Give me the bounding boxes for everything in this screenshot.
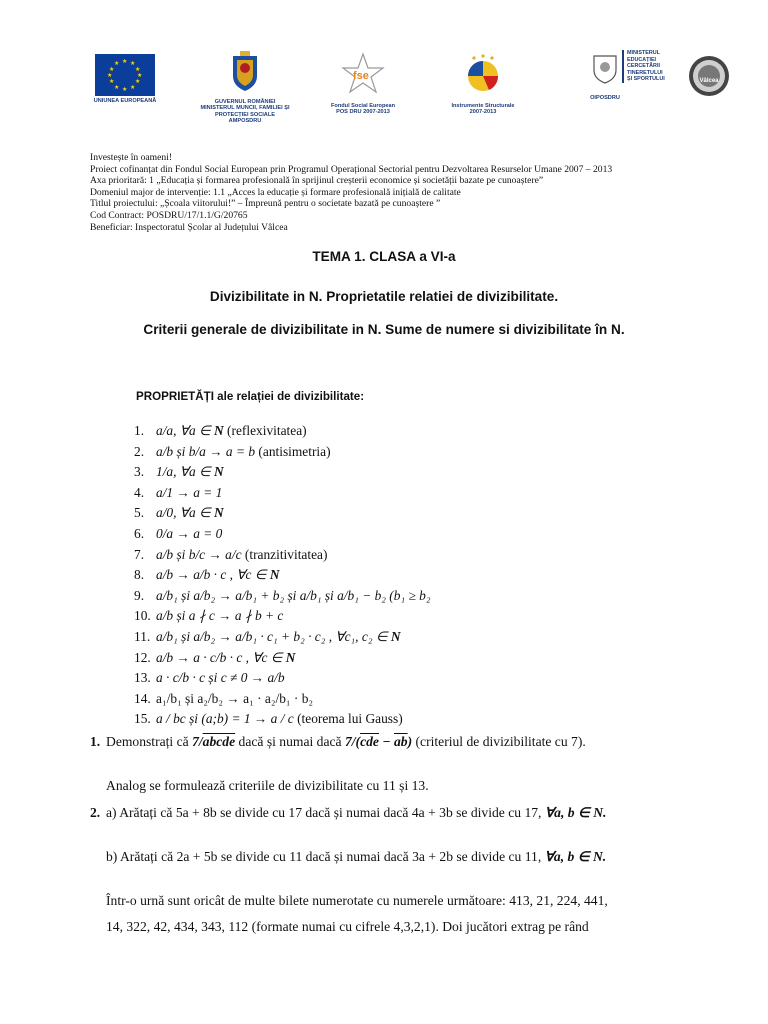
list-item bbox=[134, 443, 694, 464]
property-name: (tranzitivitatea) bbox=[241, 546, 328, 562]
eu-logo bbox=[90, 54, 160, 104]
header-line: Domeniul major de intervenție: 1.1 „Acces la educație și formare profesională inițială de calitate bbox=[90, 186, 461, 198]
set-symbol: N bbox=[214, 423, 224, 438]
valcea-logo bbox=[684, 54, 734, 84]
list-item bbox=[134, 566, 694, 587]
gov-logo bbox=[195, 50, 295, 125]
fse-logo-icon bbox=[341, 52, 385, 96]
formula: ) bbox=[407, 734, 413, 749]
formula: a · c/b · c și c ≠ 0 → a/b bbox=[156, 670, 285, 686]
project-header bbox=[90, 152, 710, 233]
overlined-number: $\overline{cde}$ bbox=[360, 734, 379, 749]
fse-caption: Fondul Social European POS DRU 2007-2013 bbox=[330, 103, 396, 116]
list-item bbox=[134, 546, 694, 567]
problem-number: 2. bbox=[90, 805, 101, 820]
ministry-caption: MINISTERUL EDUCAȚIEI CERCETĂRII TINERETULUI ȘI SPORTULUI bbox=[627, 50, 665, 83]
problem-text: b) Arătați că 2a + 5b se divide cu 11 dacă și numai dacă 3a + 2b se divide cu 11, bbox=[106, 849, 545, 864]
formula: a₁/b₁ și a₂/b₂ → a₁ · a₂/b₁ · b₂ bbox=[156, 690, 314, 706]
list-item bbox=[134, 628, 694, 649]
valcea-caption: Vâlcea bbox=[699, 78, 719, 84]
list-item bbox=[134, 690, 694, 711]
list-item bbox=[134, 710, 694, 731]
formula: a/1 → a = 1 bbox=[156, 484, 223, 500]
formula: a / bc și (a;b) = 1 → a / c bbox=[156, 711, 294, 727]
list-item bbox=[134, 463, 694, 484]
svg-text:fse: fse bbox=[353, 70, 369, 82]
eu-flag-icon: ★ ★ ★ ★ ★ ★ ★ ★ ★ ★ ★ ★ bbox=[95, 54, 155, 96]
valcea-school-logo-icon bbox=[687, 54, 731, 98]
formula: 7/ bbox=[192, 734, 203, 749]
problem-2b bbox=[106, 848, 736, 866]
formula: a/a, ∀a ∈ bbox=[156, 423, 215, 438]
formula: a/0, ∀a ∈ bbox=[156, 505, 215, 521]
analog-note: Analog se formulează criteriile de divizibilitate cu 11 și 13. bbox=[106, 778, 429, 793]
formula: 7/( bbox=[344, 734, 361, 749]
formula: a/b₁ și a/b₂ → a/b₁ + b₂ și a/b₁ și a/b₁ − b₂ (b₁ ≥ b₂ bbox=[156, 587, 431, 603]
problem-number: 1. bbox=[90, 734, 101, 749]
list-item bbox=[134, 525, 694, 546]
set-symbol: N bbox=[269, 567, 280, 583]
formula: a/b și a ∤ c → a ∤ b + c bbox=[156, 608, 284, 624]
problem-text: dacă și numai dacă bbox=[235, 734, 345, 749]
instrumente-structurale-icon bbox=[459, 52, 507, 96]
property-name: (antisimetria) bbox=[255, 443, 331, 459]
formula: 0/a → a = 0 bbox=[156, 525, 223, 541]
problem-2a bbox=[90, 804, 720, 822]
set-symbol: N bbox=[390, 628, 401, 644]
item-number: 12. bbox=[134, 649, 151, 665]
fse-logo bbox=[318, 52, 408, 116]
item-number: 8. bbox=[134, 567, 145, 583]
subtitle-criteria: Criterii generale de divizibilitate in N. Sume de numere si divizibilitate în N. bbox=[143, 322, 625, 337]
header-line: Titlul proiectului: „Școala viitorului!” – Împreună pentru o societate bazată pe cunoaștere ” bbox=[90, 198, 441, 210]
list-item bbox=[134, 504, 694, 525]
header-line: Proiect cofinanțat din Fondul Social European prin Programul Operațional Sectorial pentru Dezvoltarea Resurselor Umane 2007 – 2013 bbox=[90, 163, 613, 175]
overlined-number: $\overline{ab}$ bbox=[394, 734, 408, 749]
list-item bbox=[134, 587, 694, 608]
item-number: 7. bbox=[134, 546, 145, 562]
is-logo bbox=[438, 52, 528, 116]
romania-coat-of-arms-icon bbox=[230, 50, 260, 92]
formula: a/b și b/c → a/c bbox=[156, 546, 242, 562]
item-number: 6. bbox=[134, 525, 145, 541]
item-number: 15. bbox=[134, 711, 151, 727]
list-item bbox=[134, 607, 694, 628]
formula: a/b și b/a → a = b bbox=[156, 443, 256, 459]
formula: − bbox=[378, 734, 394, 749]
urn-text-line-2: 14, 322, 42, 434, 343, 112 (formate numai cu cifrele 4,3,2,1). Doi jucători extrag pe rând bbox=[106, 919, 589, 934]
item-number: 1. bbox=[134, 423, 145, 438]
logo-strip bbox=[0, 44, 768, 134]
set-symbol: N bbox=[214, 505, 224, 521]
property-name: (teorema lui Gauss) bbox=[293, 711, 403, 727]
problem-text: Demonstrați că bbox=[106, 734, 193, 749]
problem-1 bbox=[90, 733, 720, 751]
set-symbol: N bbox=[214, 464, 224, 480]
formula: a/b → a/b · c , ∀c ∈ bbox=[156, 567, 270, 583]
item-number: 9. bbox=[134, 587, 145, 603]
formula: a/b → a · c/b · c , ∀c ∈ bbox=[156, 649, 286, 665]
properties-list bbox=[134, 422, 694, 731]
formula: a/b₁ și a/b₂ → a/b₁ · c₁ + b₂ · c₂ , ∀c₁, c₂ ∈ bbox=[156, 628, 391, 644]
gov-caption: GUVERNUL ROMÂNIEI MINISTERUL MUNCII, FAMILIEI ȘI PROTECȚIEI SOCIALE AMPOSDRU bbox=[200, 99, 290, 125]
property-name: (reflexivitatea) bbox=[223, 423, 307, 438]
list-item bbox=[134, 649, 694, 670]
item-number: 11. bbox=[134, 628, 151, 644]
item-number: 14. bbox=[134, 690, 151, 706]
item-number: 3. bbox=[134, 464, 145, 480]
item-number: 13. bbox=[134, 670, 151, 686]
ministry-education-logo-icon bbox=[622, 50, 684, 83]
list-item bbox=[134, 484, 694, 505]
item-number: 2. bbox=[134, 443, 145, 459]
oiposdru-caption: OIPOSDRU bbox=[590, 95, 620, 101]
problem-text: a) Arătați că 5a + 8b se divide cu 17 dacă și numai dacă 4a + 3b se divide cu 17, bbox=[106, 805, 545, 820]
page-title: TEMA 1. CLASA a VI-a bbox=[312, 249, 456, 264]
formula: ∀a, b ∈ N. bbox=[544, 849, 607, 864]
formula: 1/a, ∀a ∈ bbox=[156, 464, 215, 480]
header-line: Beneficiar: Inspectoratul Școlar al Județului Vâlcea bbox=[90, 221, 288, 233]
eu-caption: UNIUNEA EUROPEANĂ bbox=[93, 98, 157, 104]
list-item bbox=[134, 669, 694, 690]
overlined-number: abcde bbox=[202, 734, 236, 749]
list-item bbox=[134, 422, 694, 443]
ministry-logo bbox=[622, 50, 684, 83]
header-line: Cod Contract: POSDRU/17/1.1/G/20765 bbox=[90, 209, 248, 221]
item-number: 5. bbox=[134, 505, 145, 521]
set-symbol: N bbox=[285, 649, 296, 665]
urn-text-line-1: Într-o urnă sunt oricât de multe bilete numerotate cu numerele următoare: 413, 21, 224, 441, bbox=[106, 893, 608, 908]
item-number: 10. bbox=[134, 608, 151, 624]
header-line: Investește în oameni! bbox=[90, 152, 173, 163]
item-number: 4. bbox=[134, 484, 145, 500]
oiposdru-logo-icon bbox=[592, 54, 618, 84]
problem-text: (criteriul de divizibilitate cu 7). bbox=[412, 734, 586, 749]
section-heading: PROPRIETĂȚI ale relației de divizibilitate: bbox=[136, 390, 365, 403]
is-caption: Instrumente Structurale 2007-2013 bbox=[451, 103, 515, 116]
subtitle-divisibility: Divizibilitate in N. Proprietatile relatiei de divizibilitate. bbox=[209, 289, 559, 304]
formula: ∀a, b ∈ N. bbox=[544, 805, 607, 820]
header-line: Axa prioritară: 1 „Educația și formarea profesională în sprijinul creșterii economice și societății bazate pe cunoaștere” bbox=[90, 175, 544, 187]
